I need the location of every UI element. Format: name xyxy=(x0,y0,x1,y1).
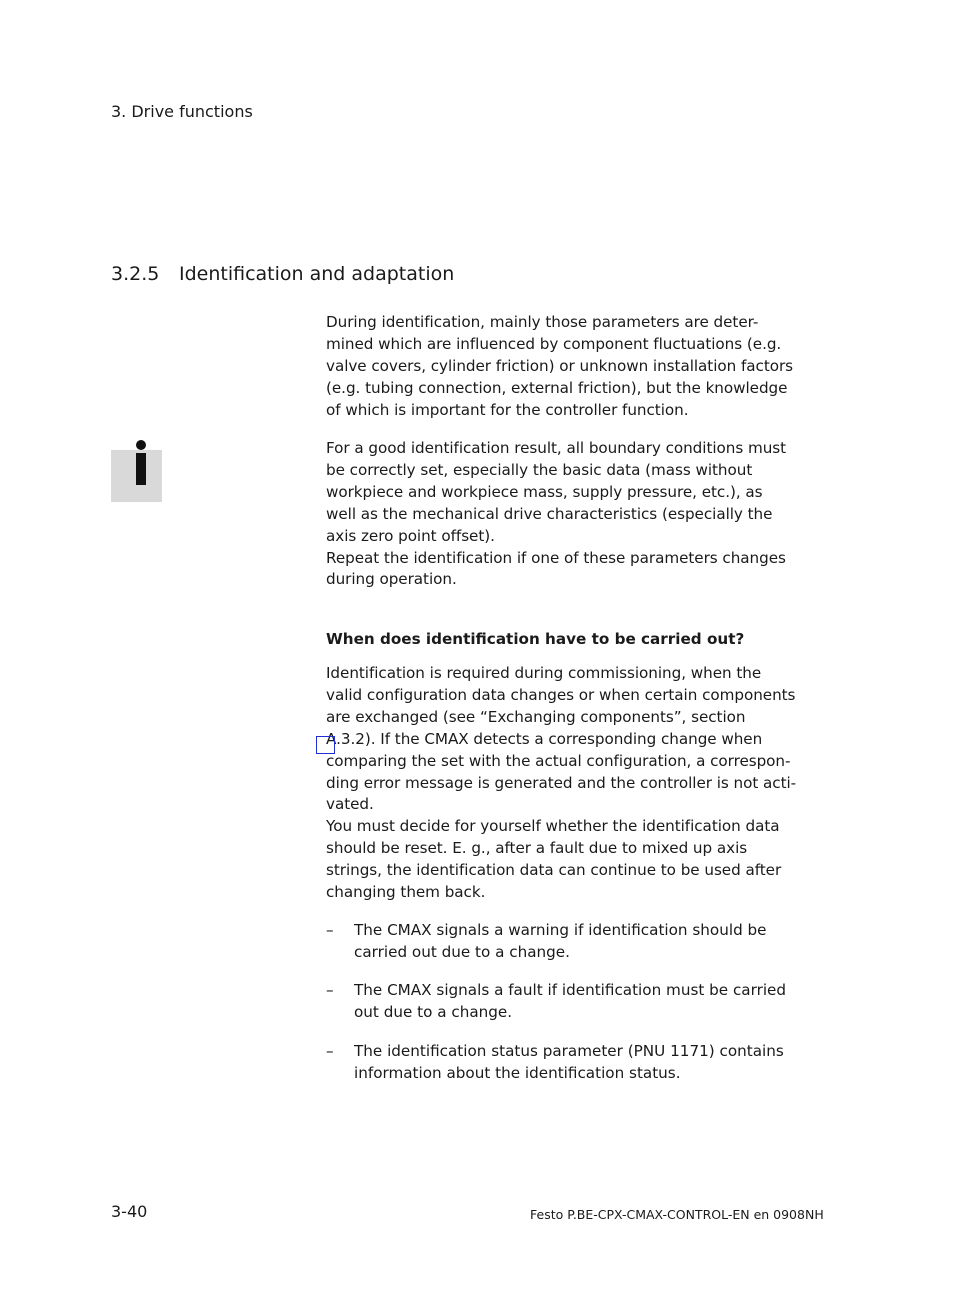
list-item-line: The identification status parameter (PNU 1171) contains xyxy=(354,1042,784,1060)
info-icon xyxy=(111,450,162,502)
paragraph-line: changing them back. xyxy=(326,883,486,902)
paragraph-line: are exchanged (see “Exchanging components”, section xyxy=(326,707,746,726)
bullet-dash: – xyxy=(326,1042,334,1060)
list-item-text xyxy=(354,980,786,1024)
paragraph-3 xyxy=(326,663,796,904)
list-item-line: carried out due to a change. xyxy=(354,942,570,961)
info-icon-stem xyxy=(136,453,146,485)
list-item-line: The CMAX signals a warning if identification should be xyxy=(354,921,767,939)
list-item-text xyxy=(354,920,767,964)
info-icon-dot xyxy=(136,440,146,450)
paragraph-line: Identification is required during commissioning, when the xyxy=(326,664,762,682)
paragraph-line: A.3.2). If the CMAX detects a corresponding change when xyxy=(326,729,763,748)
paragraph-line: Repeat the identification if one of these parameters changes xyxy=(326,548,786,567)
list-item-line: information about the identification status. xyxy=(354,1063,681,1082)
paragraph-line: You must decide for yourself whether the identification data xyxy=(326,817,780,836)
bullet-dash: – xyxy=(326,921,334,939)
list-item-text xyxy=(354,1041,784,1085)
page-number: 3-40 xyxy=(111,1202,148,1221)
paragraph-line: For a good identification result, all boundary conditions must xyxy=(326,439,787,457)
paragraph-1 xyxy=(326,312,793,422)
paragraph-line: (e.g. tubing connection, external friction), but the knowledge xyxy=(326,378,788,397)
section-title-text: Identification and adaptation xyxy=(179,263,455,285)
paragraph-2 xyxy=(326,438,786,591)
section-number: 3.2.5 xyxy=(111,263,160,285)
paragraph-line: strings, the identification data can continue to be used after xyxy=(326,861,782,880)
paragraph-line: mined which are influenced by component fluctuations (e.g. xyxy=(326,334,782,353)
paragraph-line: should be reset. E. g., after a fault due to mixed up axis xyxy=(326,839,748,858)
paragraph-line: well as the mechanical drive characteristics (especially the xyxy=(326,504,773,523)
cross-reference-link[interactable] xyxy=(316,736,335,754)
bullet-dash: – xyxy=(326,981,334,999)
subheading: When does identification have to be carried out? xyxy=(326,630,745,648)
paragraph-line: during operation. xyxy=(326,570,457,589)
paragraph-line: be correctly set, especially the basic data (mass without xyxy=(326,460,753,479)
document-id: Festo P.BE-CPX-CMAX-CONTROL-EN en 0908NH xyxy=(530,1207,824,1222)
paragraph-line: valve covers, cylinder friction) or unknown installation factors xyxy=(326,356,794,375)
paragraph-line: of which is important for the controller function. xyxy=(326,400,689,419)
list-item-line: The CMAX signals a fault if identification must be carried xyxy=(354,981,787,999)
paragraph-line: ding error message is generated and the controller is not acti- xyxy=(326,773,797,792)
paragraph-line: workpiece and workpiece mass, supply pressure, etc.), as xyxy=(326,482,763,501)
list-item-line: out due to a change. xyxy=(354,1002,513,1021)
paragraph-line: valid configuration data changes or when certain components xyxy=(326,685,796,704)
chapter-header: 3. Drive functions xyxy=(111,102,253,121)
paragraph-line: vated. xyxy=(326,795,374,814)
paragraph-line: axis zero point offset). xyxy=(326,526,495,545)
section-title xyxy=(111,263,454,285)
paragraph-line: During identification, mainly those parameters are deter- xyxy=(326,313,759,331)
paragraph-line: comparing the set with the actual configuration, a correspon- xyxy=(326,751,791,770)
